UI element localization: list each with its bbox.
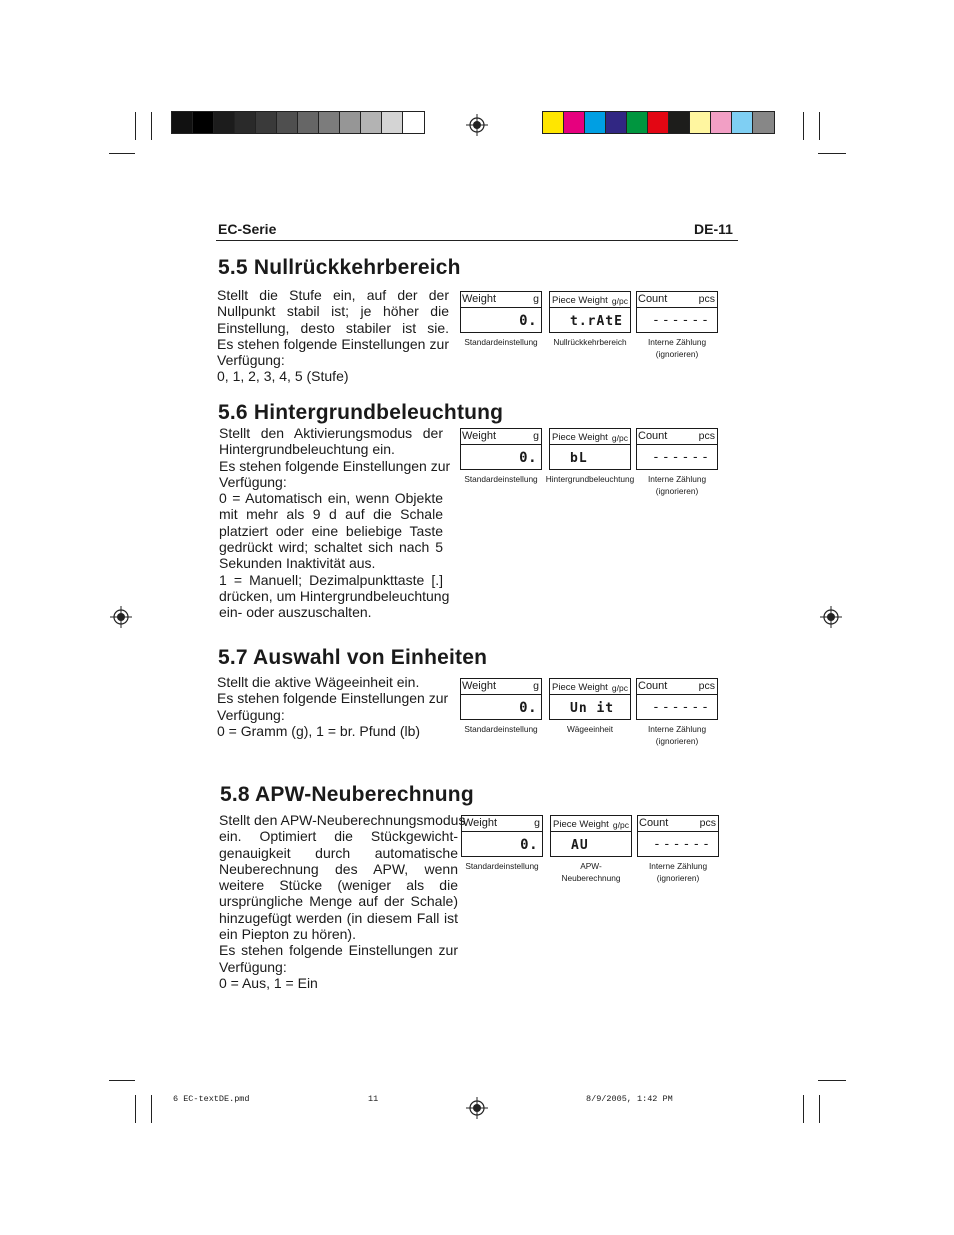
caption-line: Standardeinstellung (464, 474, 538, 484)
piece-display-caption (541, 860, 641, 884)
piece-display-value: AU (571, 838, 589, 853)
body-line: Einstellung, desto stabiler ist sie. (217, 319, 449, 336)
piece-display-value: Un it (570, 701, 615, 716)
piece-display-label: Piece Weight (553, 819, 609, 830)
weight-display-label: Weight (462, 430, 497, 442)
weight-display-value: 0. (519, 700, 537, 716)
calibration-swatch (606, 112, 627, 133)
count-display-caption (628, 860, 728, 884)
count-display-unit: pcs (699, 817, 716, 829)
calibration-swatch (340, 112, 361, 133)
display-divider (550, 444, 630, 445)
section-title-hintergrundbeleuchtung: 5.6 Hintergrundbeleuchtung (218, 401, 504, 424)
section-title-einheiten: 5.7 Auswahl von Einheiten (218, 646, 488, 669)
body-line: Es stehen folgende Einstellungen zur (217, 335, 449, 352)
display-divider (638, 831, 718, 832)
section-title-nullrueckkehrbereich: 5.5 Nullrückkehrbereich (218, 256, 461, 279)
running-header-series: EC-Serie (218, 221, 277, 237)
calibration-swatch (214, 112, 235, 133)
count-display-unit: pcs (698, 293, 715, 305)
body-line: Verfügung: (219, 473, 287, 490)
body-line: Verfügung: (219, 958, 287, 975)
calibration-swatch (669, 112, 690, 133)
calibration-swatch (235, 112, 256, 133)
caption-line: Nullrückkehrbereich (553, 337, 627, 347)
weight-display-value: 0. (519, 450, 537, 466)
piece-display-value: t.rAtE (570, 314, 623, 329)
body-line: 0 = Automatisch ein, wenn Objekte (219, 490, 443, 507)
piece-display-label: Piece Weight (552, 295, 608, 306)
calibration-swatch (732, 112, 753, 133)
body-line: Es stehen folgende Einstellungen zur (219, 942, 458, 959)
weight-display-caption (451, 473, 551, 485)
body-line: Hintergrundbeleuchtung ein. (219, 441, 395, 458)
body-line: ein- oder auszuschalten. (219, 604, 372, 621)
body-line: Neuberechnung des APW, wenn (219, 860, 458, 877)
count-display-label: Count (638, 293, 668, 305)
caption-line: (ignorieren) (656, 873, 700, 883)
caption-line: Wägeeinheit (566, 724, 614, 734)
caption-line: Standardeinstellung (464, 724, 538, 734)
body-line: Stellt die aktive Wägeeinheit ein. (217, 674, 420, 690)
calibration-swatch (690, 112, 711, 133)
running-header-page: DE-11 (694, 221, 733, 237)
weight-display-unit: g (534, 817, 540, 829)
count-display-label: Count (638, 430, 668, 442)
body-line: 1 = Manuell; Dezimalpunkttaste [.] (219, 571, 443, 588)
count-display-label: Count (639, 817, 669, 829)
piece-display (549, 678, 631, 720)
body-line: Stellt die Stufe ein, auf der der (217, 287, 449, 303)
piece-display-unit: g/pc (611, 296, 628, 306)
count-display (636, 428, 718, 470)
calibration-swatch (193, 112, 214, 133)
count-display-caption (627, 473, 727, 497)
piece-display (550, 815, 632, 857)
registration-mark-icon (466, 1097, 488, 1119)
body-line: hinzugefügt werden (in diesem Fall ist (219, 909, 458, 926)
count-display-unit: pcs (698, 680, 715, 692)
display-divider (637, 444, 717, 445)
calibration-swatch (564, 112, 585, 133)
display-divider (461, 307, 541, 308)
body-line: Es stehen folgende Einstellungen zur (219, 457, 451, 474)
section-body-nullrueckkehrbereich (217, 287, 449, 385)
body-line: genauigkeit durch automatische (219, 844, 458, 861)
body-line: Stellt den Aktivierungsmodus der (219, 425, 443, 441)
weight-display-unit: g (533, 680, 539, 692)
caption-line: Interne Zählung (647, 724, 707, 734)
count-display-value: ------ (652, 313, 711, 328)
weight-display-label: Weight (462, 293, 497, 305)
calibration-swatch (543, 112, 564, 133)
calibration-swatch (753, 112, 774, 133)
piece-display (549, 428, 631, 470)
weight-display-unit: g (533, 293, 539, 305)
calibration-swatch (648, 112, 669, 133)
display-divider (462, 831, 542, 832)
body-line: ein Piepton zu hören). (219, 926, 356, 943)
calibration-swatch (382, 112, 403, 133)
display-divider (550, 694, 630, 695)
piece-display-label: Piece Weight (552, 432, 608, 443)
piece-display-caption (540, 473, 640, 485)
body-line: Verfügung: (217, 352, 285, 369)
calibration-swatch (256, 112, 277, 133)
count-display-caption (627, 723, 727, 747)
count-display (637, 815, 719, 857)
calibration-swatch (711, 112, 732, 133)
body-line: weitere Stücke (weniger als die (219, 877, 458, 894)
piece-display-caption (540, 336, 640, 348)
body-line: Es stehen folgende Einstellungen zur (217, 690, 449, 707)
calibration-swatch (298, 112, 319, 133)
section-body-hintergrundbeleuchtung (219, 425, 451, 621)
color-calibration-bar (542, 111, 775, 134)
weight-display-value: 0. (520, 837, 538, 853)
body-line: 0 = Gramm (g), 1 = br. Pfund (lb) (217, 722, 421, 739)
caption-line: Interne Zählung (647, 337, 707, 347)
display-divider (637, 307, 717, 308)
calibration-swatch (277, 112, 298, 133)
weight-display (460, 678, 542, 720)
weight-display (460, 428, 542, 470)
piece-display-unit: g/pc (611, 433, 628, 443)
weight-display-unit: g (533, 430, 539, 442)
caption-line: (ignorieren) (655, 349, 699, 359)
count-display-label: Count (638, 680, 668, 692)
caption-line: Interne Zählung (648, 861, 708, 871)
piece-display-caption (540, 723, 640, 735)
caption-line: Interne Zählung (647, 474, 707, 484)
registration-mark-icon (466, 114, 488, 136)
display-divider (551, 831, 631, 832)
registration-mark-icon (110, 606, 132, 628)
body-line: 0, 1, 2, 3, 4, 5 (Stufe) (217, 368, 349, 385)
count-display-value: ------ (653, 837, 712, 852)
footer-page-number: 11 (368, 1094, 379, 1104)
display-divider (461, 444, 541, 445)
piece-display-value: bL (570, 451, 588, 466)
count-display-unit: pcs (698, 430, 715, 442)
footer-timestamp: 8/9/2005, 1:42 PM (586, 1094, 673, 1104)
weight-display-caption (452, 860, 552, 872)
display-divider (461, 694, 541, 695)
piece-display-label: Piece Weight (552, 682, 608, 693)
count-display-caption (627, 336, 727, 360)
calibration-swatch (172, 112, 193, 133)
caption-line: (ignorieren) (655, 736, 699, 746)
calibration-swatch (361, 112, 382, 133)
body-line: Nullpunkt stabil ist; je höher die (217, 303, 449, 320)
count-display (636, 678, 718, 720)
body-line: gedrückt wird; schaltet sich nach 5 (219, 539, 443, 556)
count-display-value: ------ (652, 450, 711, 465)
caption-line: APW- (580, 861, 602, 871)
body-line: mit mehr als 9 d auf die Schale (219, 506, 443, 523)
section-title-apw-neuberechnung: 5.8 APW-Neuberechnung (220, 783, 474, 806)
display-divider (550, 307, 630, 308)
caption-line: Standardeinstellung (464, 337, 538, 347)
body-line: drücken, um Hintergrundbeleuchtung (219, 587, 450, 604)
weight-display-value: 0. (519, 313, 537, 329)
header-rule (216, 240, 738, 241)
caption-line: (ignorieren) (655, 486, 699, 496)
calibration-swatch (585, 112, 606, 133)
body-line: Stellt den APW-Neuberechnungsmodus (219, 812, 466, 828)
weight-display-caption (451, 336, 551, 348)
display-divider (637, 694, 717, 695)
count-display-value: ------ (652, 700, 711, 715)
calibration-swatch (319, 112, 340, 133)
calibration-swatch (627, 112, 648, 133)
caption-line: Standardeinstellung (465, 861, 539, 871)
piece-display-unit: g/pc (612, 820, 629, 830)
piece-display (549, 291, 631, 333)
body-line: Sekunden Inaktivität aus. (219, 555, 376, 572)
body-line: ursprüngliche Menge auf der Schale) (219, 893, 458, 910)
footer-filename: 6 EC-textDE.pmd (173, 1094, 250, 1104)
body-line: 0 = Aus, 1 = Ein (219, 974, 318, 991)
count-display (636, 291, 718, 333)
calibration-swatch (403, 112, 424, 133)
body-line: Verfügung: (217, 706, 285, 723)
caption-line: Neuberechnung (561, 873, 621, 883)
weight-display-label: Weight (462, 680, 497, 692)
body-line: platziert oder eine beliebige Taste (219, 522, 443, 539)
weight-display-caption (451, 723, 551, 735)
weight-display-label: Weight (463, 817, 498, 829)
weight-display (461, 815, 543, 857)
caption-line: Hintergrundbeleuchtung (545, 474, 635, 484)
section-body-apw-neuberechnung (219, 812, 466, 991)
piece-display-unit: g/pc (611, 683, 628, 693)
grayscale-calibration-bar (171, 111, 425, 134)
body-line: ein. Optimiert die Stückgewicht- (219, 828, 458, 845)
registration-mark-icon (820, 606, 842, 628)
weight-display (460, 291, 542, 333)
section-body-einheiten (217, 674, 447, 739)
